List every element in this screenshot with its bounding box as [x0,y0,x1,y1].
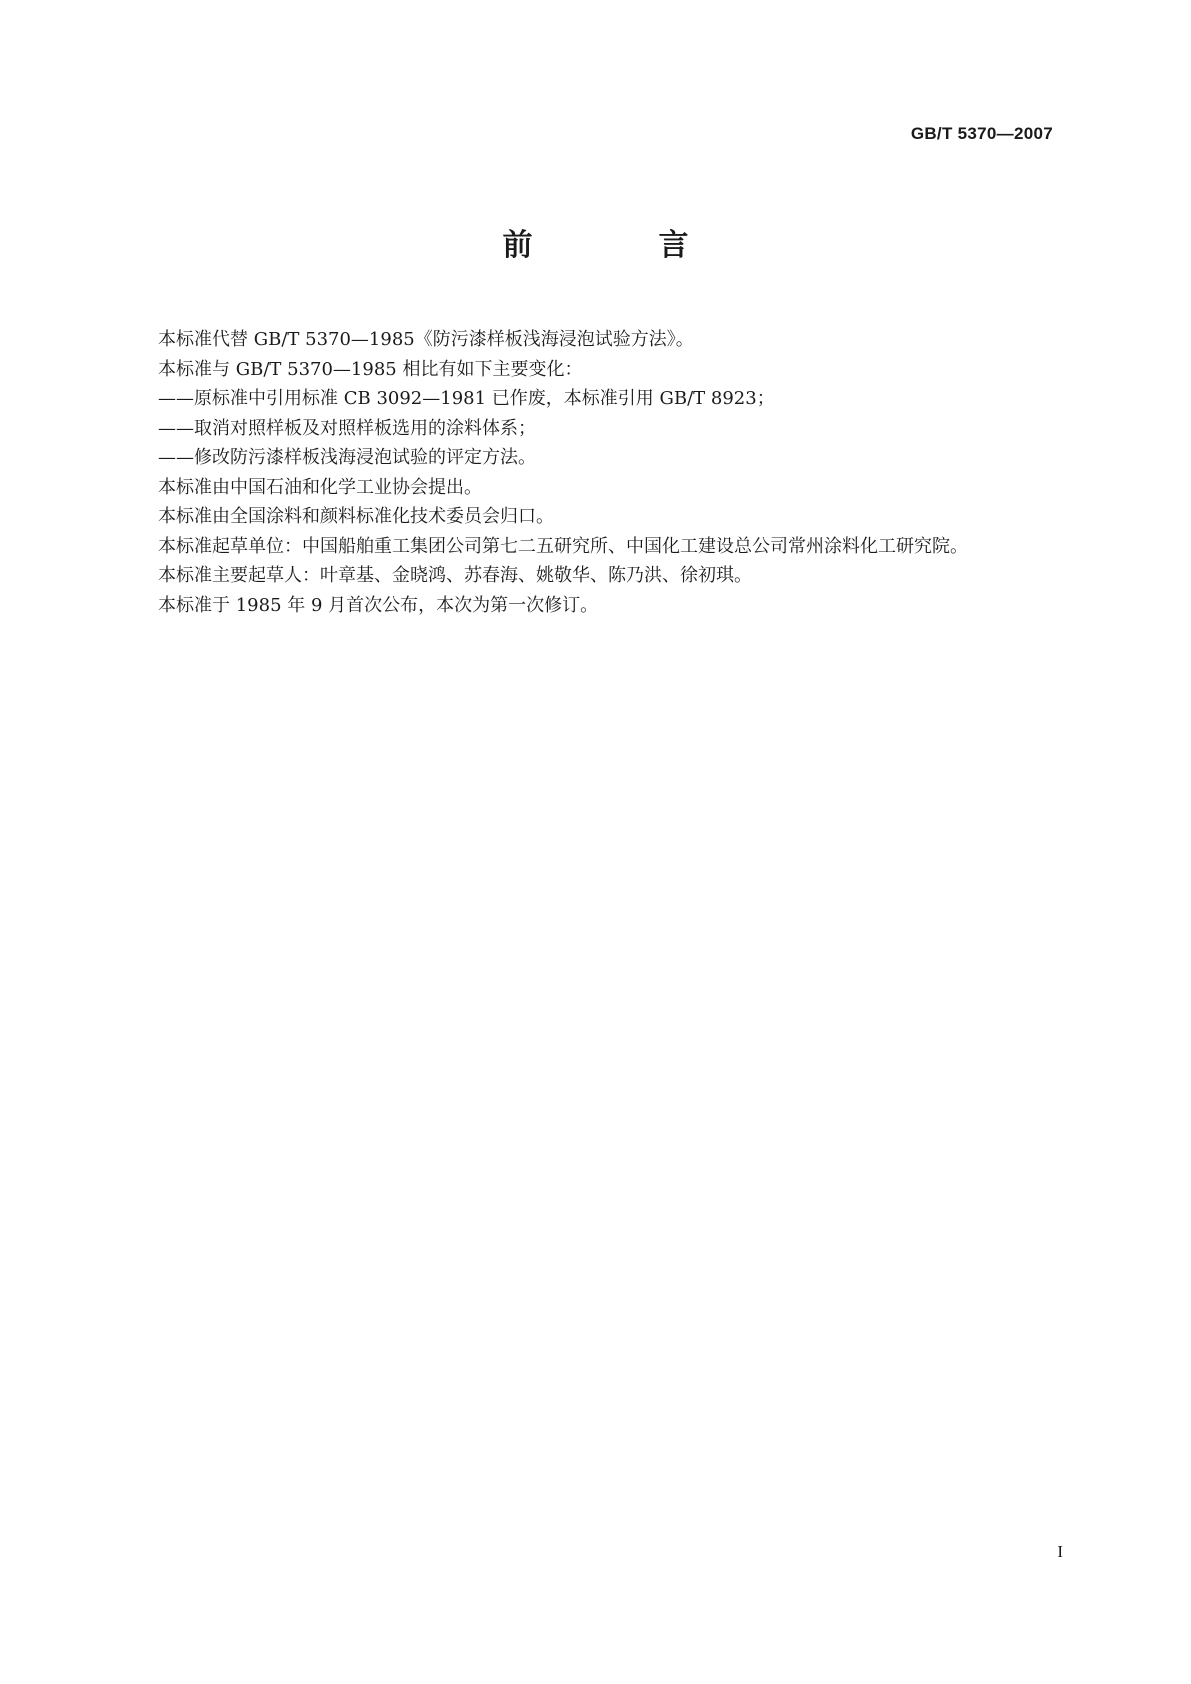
paragraph-change-item: ——修改防污漆样板浅海浸泡试验的评定方法。 [158,447,536,468]
foreword-body [122,325,1062,620]
paragraph-proposed-by: 本标准由中国石油和化学工业协会提出。 [158,476,482,498]
paragraph-administered-by: 本标准由全国涂料和颜料标准化技术委员会归口。 [158,506,554,527]
paragraph-publication-history: 本标准于 1985 年 9 月首次公布，本次为第一次修订。 [158,594,599,616]
paragraph-drafters: 本标准主要起草人：叶章基、金晓鸿、苏春海、姚敬华、陈乃洪、徐初琪。 [158,565,752,586]
paragraph-drafting-units: 本标准起草单位：中国船舶重工集团公司第七二五研究所、中国化工建设总公司常州涂料化工研究院。 [158,535,968,557]
paragraph-change-item: ——原标准中引用标准 CB 3092—1981 已作废，本标准引用 GB/T 8923； [158,388,775,409]
paragraph-change-item: ——取消对照样板及对照样板选用的涂料体系； [158,417,536,439]
page-number: I [1057,1542,1063,1561]
paragraph-changes-intro: 本标准与 GB/T 5370—1985 相比有如下主要变化： [158,358,583,380]
paragraph-replaces: 本标准代替 GB/T 5370—1985《防污漆样板浅海浸泡试验方法》。 [158,329,694,350]
standard-code: GB/T 5370—2007 [910,124,1053,143]
page-title: 前 言 [502,228,737,263]
